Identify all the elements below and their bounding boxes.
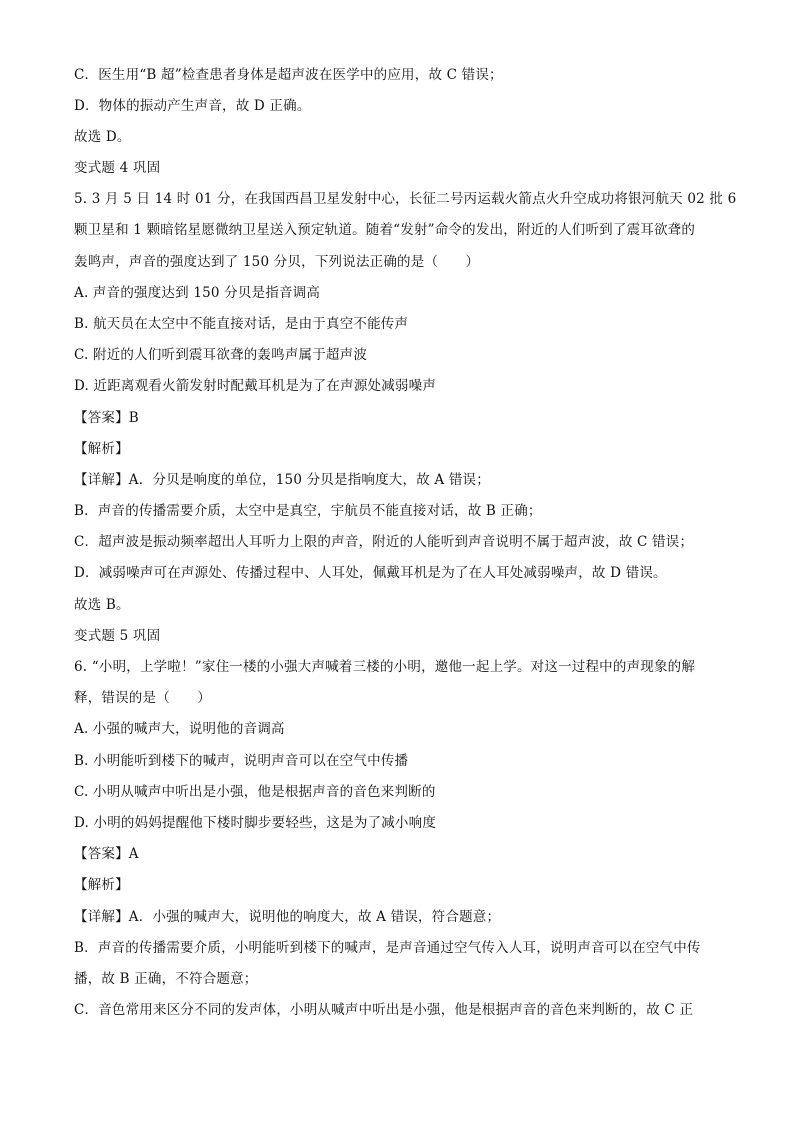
question-6-detail-a: 【详解】A．小强的喊声大，说明他的响度大，故 A 错误，符合题意； (74, 909, 501, 925)
question-5-option-b: B. 航天员在太空中不能直接对话，是由于真空不能传声 (74, 316, 409, 332)
question-6-detail-b-line-2: 播，故 B 正确，不符合题意； (74, 971, 258, 987)
question-5-detail-c: C．超声波是振动频率超出人耳听力上限的声音，附近的人能听到声音说明不属于超声波，故 C 错误； (74, 534, 694, 550)
answer-choice-d: 故选 D。 (74, 129, 131, 145)
question-5-choice: 故选 B。 (74, 597, 130, 613)
analysis-line-d-vibration: D．物体的振动产生声音，故 D 正确。 (74, 98, 311, 114)
question-6-analysis-heading: 【解析】 (74, 877, 129, 893)
question-5-detail-b: B．声音的传播需要介质，太空中是真空，宇航员不能直接对话，故 B 正确； (74, 503, 542, 519)
question-6-stem-line-1: 6. “小明，上学啦！”家住一楼的小强大声喊着三楼的小明，邀他一起上学。对这一过程中的声现象的解 (74, 659, 696, 675)
question-5-detail-a: 【详解】A．分贝是响度的单位，150 分贝是指响度大，故 A 错误； (74, 472, 490, 488)
question-6-option-c: C. 小明从喊声中听出是小强，他是根据声音的音色来判断的 (74, 784, 436, 800)
question-5-detail-d: D．减弱噪声可在声源处、传播过程中、人耳处，佩戴耳机是为了在人耳处减弱噪声，故 D 错误。 (74, 565, 667, 581)
question-5-stem-line-3: 轰鸣声，声音的强度达到了 150 分贝，下列说法正确的是（ ） (74, 254, 480, 270)
question-6-detail-c: C．音色常用来区分不同的发声体，小明从喊声中听出是小强，他是根据声音的音色来判断的，故 C 正 (74, 1002, 694, 1018)
question-5-analysis-heading: 【解析】 (74, 441, 129, 457)
question-6-detail-b-line-1: B．声音的传播需要介质，小明能听到楼下的喊声，是声音通过空气传入人耳，说明声音可以在空气中传 (74, 940, 701, 956)
section-heading-variant-5: 变式题 5 巩固 (74, 628, 161, 644)
question-5-option-c: C. 附近的人们听到震耳欲聋的轰鸣声属于超声波 (74, 347, 368, 363)
question-5-option-d: D. 近距离观看火箭发射时配戴耳机是为了在声源处减弱噪声 (74, 378, 437, 394)
question-6-option-d: D. 小明的妈妈提醒他下楼时脚步要轻些，这是为了减小响度 (74, 815, 437, 831)
section-heading-variant-4: 变式题 4 巩固 (74, 160, 161, 176)
question-6-stem-line-2: 释，错误的是（ ） (74, 690, 211, 706)
question-5-option-a: A. 声音的强度达到 150 分贝是指音调高 (74, 285, 321, 301)
question-6-option-a: A. 小强的喊声大，说明他的音调高 (74, 721, 285, 737)
question-5-answer: 【答案】B (74, 410, 139, 426)
question-6-answer: 【答案】A (74, 846, 139, 862)
question-6-option-b: B. 小明能听到楼下的喊声，说明声音可以在空气中传播 (74, 753, 409, 769)
question-5-stem-line-2: 颗卫星和 1 颗暗铭星愿微纳卫星送入预定轨道。随着“发射”命令的发出，附近的人们听到了震耳欲聋的 (74, 222, 696, 238)
question-5-stem-line-1: 5. 3 月 5 日 14 时 01 分，在我国西昌卫星发射中心，长征二号丙运载火箭点火升空成功将银河航天 02 批 6 (74, 191, 737, 207)
analysis-line-c-b-ultrasound: C．医生用“B 超”检查患者身体是超声波在医学中的应用，故 C 错误； (74, 67, 503, 83)
